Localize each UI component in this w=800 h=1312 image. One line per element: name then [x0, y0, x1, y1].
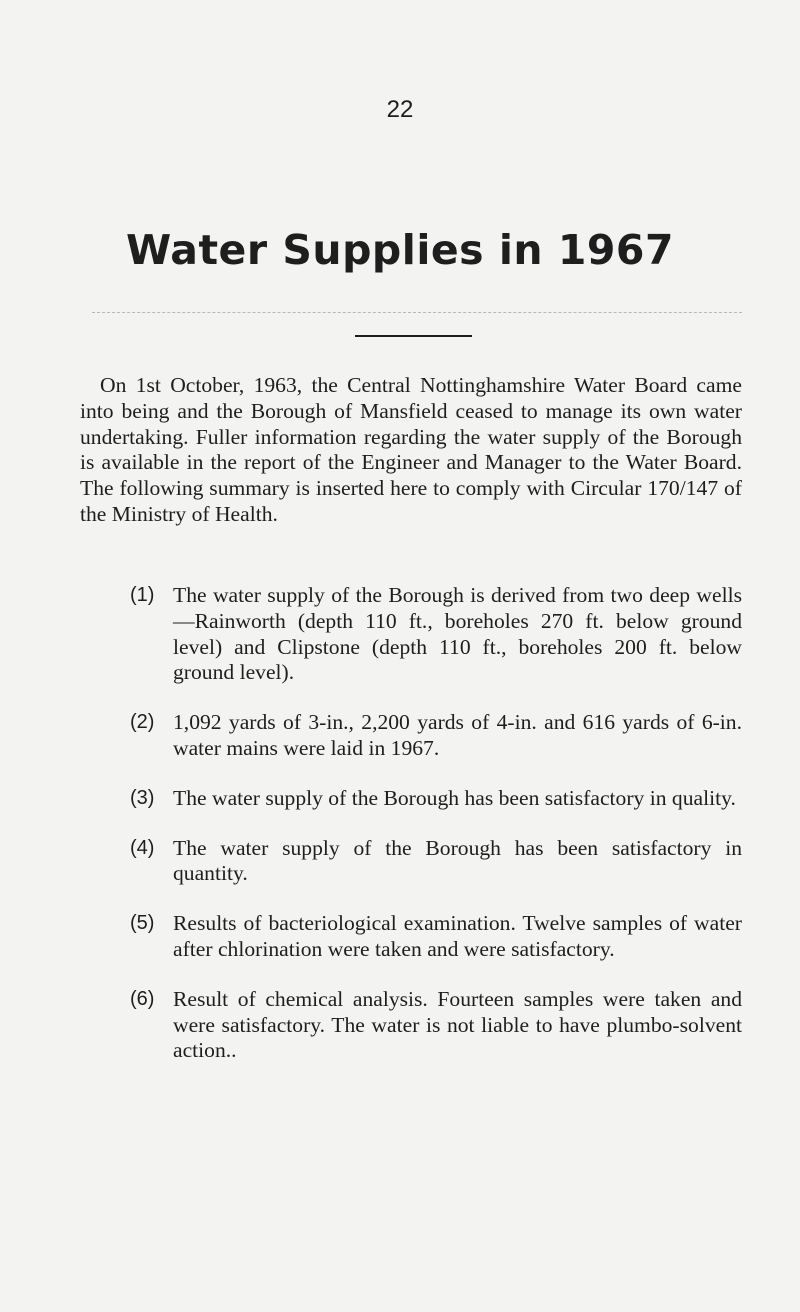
summary-list [130, 583, 742, 1088]
list-item-text: Results of bacteriological examination. Twelve samples of water after chlorination were taken and were satisfactory. [173, 911, 742, 961]
list-item-number: (1) [130, 584, 155, 606]
list-item [130, 786, 742, 812]
list-item-number: (6) [130, 987, 155, 1010]
list-item-number: (3) [130, 786, 155, 809]
title-underline [355, 335, 472, 337]
list-item-number: (2) [130, 711, 155, 734]
page-number: 22 [386, 96, 414, 123]
list-item [130, 911, 742, 963]
list-item-text: The water supply of the Borough has been satisfactory in quantity. [173, 835, 742, 886]
list-item [130, 987, 742, 1064]
dashed-divider [92, 312, 742, 313]
list-item-number: (5) [130, 912, 155, 935]
list-item-text: The water supply of the Borough has been satisfactory in quality. [173, 785, 736, 810]
list-item [130, 583, 742, 686]
list-item [130, 710, 742, 762]
list-item-number: (4) [130, 836, 155, 859]
list-item-text: Result of chemical analysis. Fourteen samples were taken and were satisfactory. The water is not liable to have plumbo-solvent action.. [173, 986, 742, 1063]
list-item-text: The water supply of the Borough is derived from two deep wells—Rainworth (depth 110 ft., boreholes 270 ft. below ground level) and Clipstone (depth 110 ft., boreholes 200 ft. below ground level). [173, 583, 742, 685]
list-item [130, 836, 742, 888]
intro-paragraph: On 1st October, 1963, the Central Nottinghamshire Water Board came into being and the Borough of Mansfield ceased to manage its own water undertaking. Fuller information regarding the water supply of the Borough is available in the report of the Engineer and Manager to the Water Board. The following summary is inserted here to comply with Circular 170/147 of the Ministry of Health. [80, 373, 742, 526]
page-title: Water Supplies in 1967 [126, 226, 674, 274]
list-item-text: 1,092 yards of 3-in., 2,200 yards of 4-in. and 616 yards of 6-in. water mains were laid in 1967. [173, 710, 742, 760]
